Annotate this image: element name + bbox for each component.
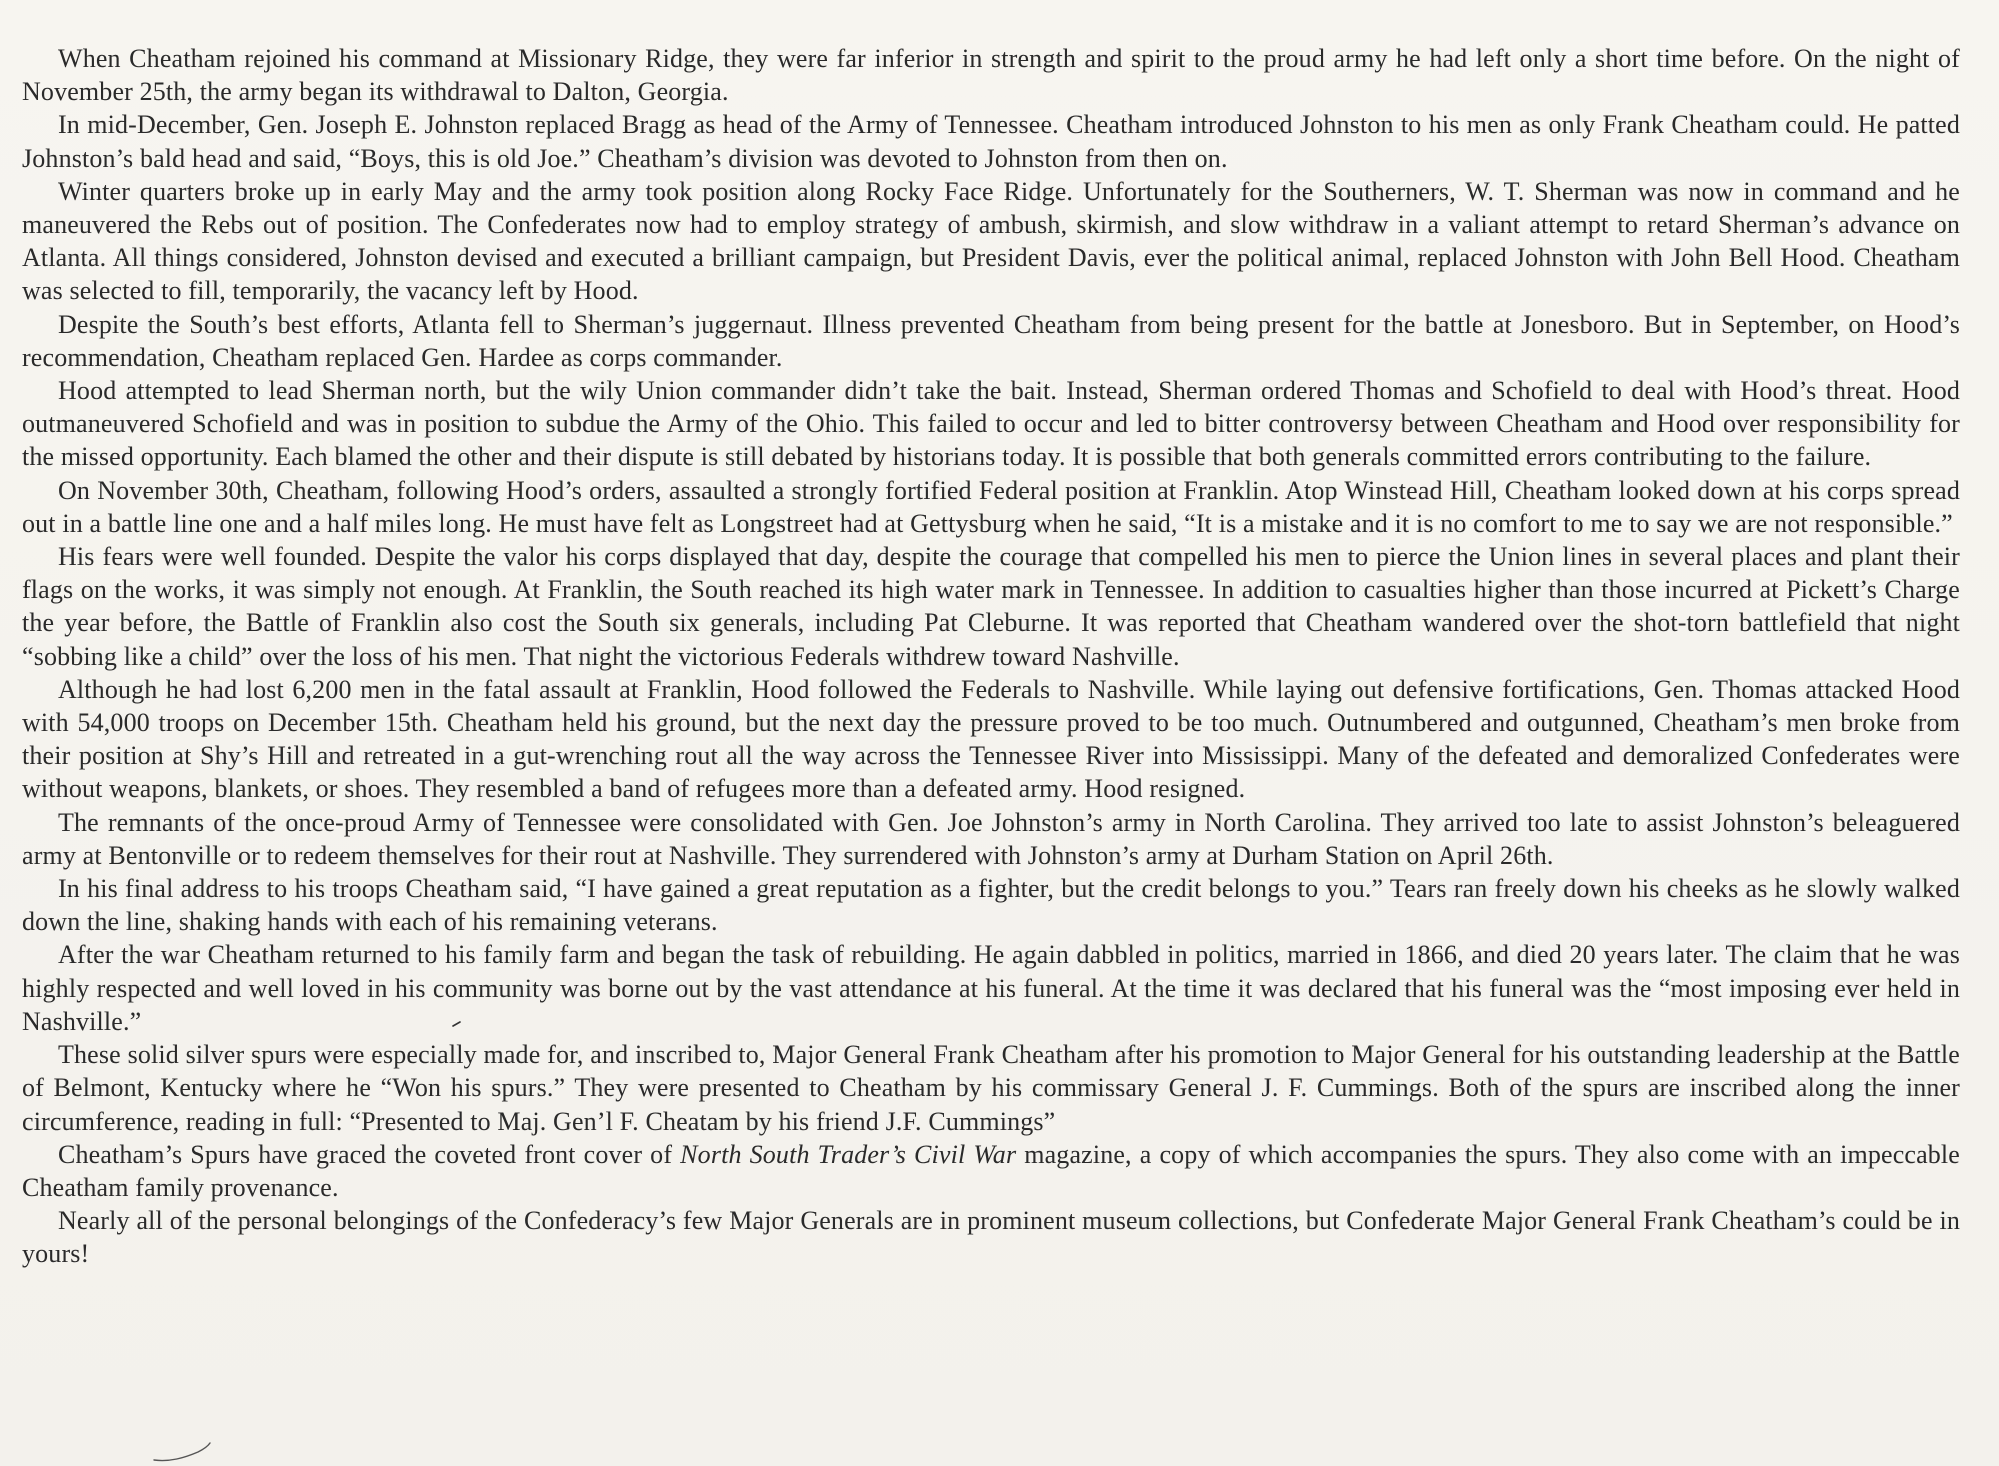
paragraph-atlanta-falls: Despite the South’s best efforts, Atlanta fell to Sherman’s juggernaut. Illness prevented Cheatham from being present for the battle at Jonesboro. But in September, on Hood’s recommendation, Cheatham replaced Gen. Hardee as corps commander. xyxy=(22,309,1960,372)
paragraph-surrender: The remnants of the once-proud Army of Tennessee were consolidated with Gen. Joe Johnston’s army in North Carolina. They arrived too late to assist Johnston’s beleaguered army at Bentonville or to redeem themselves for their rout at Nashville. They surrendered with Johnston’s army at Durham Station on April 26th. xyxy=(22,807,1960,870)
paragraph-closing: Nearly all of the personal belongings of the Confederacy’s few Major Generals are in prominent museum collections, but Confederate Major General Frank Cheatham’s could be in yours! xyxy=(22,1206,1960,1269)
paragraph-high-water-mark: His fears were well founded. Despite the valor his corps displayed that day, despite the courage that compelled his men to pierce the Union lines in several places and plant their flags on the works, it was simply not enough. At Franklin, the South reached its high water mark in Tennessee. In addition to casualties higher than those incurred at Pickett’s Charge the year before, the Battle of Franklin also cost the South six generals, including Pat Cleburne. It was reported that Cheatham wandered over the shot-torn battlefield that night “sobbing like a child” over the loss of his men. That night the victorious Federals withdrew toward Nashville. xyxy=(22,542,1960,671)
paragraph-missionary-ridge: When Cheatham rejoined his command at Missionary Ridge, they were far inferior in strength and spirit to the proud army he had left only a short time before. On the night of November 25th, the army began its withdrawal to Dalton, Georgia. xyxy=(22,44,1960,107)
paragraph-final-address: In his final address to his troops Cheatham said, “I have gained a great reputation as a fighter, but the credit belongs to you.” Tears ran freely down his cheeks as he slowly walked down the line, shaking hands with each of his remaining veterans. xyxy=(22,874,1960,937)
stray-pen-tick xyxy=(452,1021,462,1027)
paragraph-after-the-war: After the war Cheatham returned to his family farm and began the task of rebuilding. He again dabbled in politics, married in 1866, and died 20 years later. The claim that he was highly respected and well loved in his community was borne out by the vast attendance at his funeral. At the time it was declared that his funeral was the “most imposing ever held in Nashville.” xyxy=(22,940,1960,1036)
paragraph-hood-schofield: Hood attempted to lead Sherman north, but the wily Union commander didn’t take the bait. Instead, Sherman ordered Thomas and Schofield to deal with Hood’s threat. Hood outmaneuvered Schofield and was in position to subdue the Army of the Ohio. This failed to occur and led to bitter controversy between Cheatham and Hood over responsibility for the missed opportunity. Each blamed the other and their dispute is still debated by historians today. It is possible that both generals committed errors contributing to the failure. xyxy=(22,376,1960,472)
pen-underline-mark xyxy=(150,1440,220,1464)
magazine-title: North South Trader’s Civil War xyxy=(680,1139,1017,1169)
magazine-text-before: Cheatham’s Spurs have graced the coveted front cover of xyxy=(58,1139,681,1169)
paragraph-silver-spurs: These solid silver spurs were especially made for, and inscribed to, Major General Frank Cheatham after his promotion to Major General for his outstanding leadership at the Battle of Belmont, Kentucky where he “Won his spurs.” They were presented to Cheatham by his commissary General J. F. Cummings. Both of the spurs are inscribed along the inner circumference, reading in full: “Presented to Maj. Gen’l F. Cheatam by his friend J.F. Cummings” xyxy=(22,1040,1960,1136)
paragraph-magazine-cover xyxy=(22,1138,1960,1204)
document-body xyxy=(22,42,1960,1271)
paragraph-johnston-replaces-bragg: In mid-December, Gen. Joseph E. Johnston replaced Bragg as head of the Army of Tennessee. Cheatham introduced Johnston to his men as only Frank Cheatham could. He patted Johnston’s bald head and said, “Boys, this is old Joe.” Cheatham’s division was devoted to Johnston from then on. xyxy=(22,110,1960,173)
paragraph-franklin-assault: On November 30th, Cheatham, following Hood’s orders, assaulted a strongly fortified Federal position at Franklin. Atop Winstead Hill, Cheatham looked down at his corps spread out in a battle line one and a half miles long. He must have felt as Longstreet had at Gettysburg when he said, “It is a mistake and it is no comfort to me to say we are not responsible.” xyxy=(22,475,1960,538)
paragraph-nashville-rout: Although he had lost 6,200 men in the fatal assault at Franklin, Hood followed the Federals to Nashville. While laying out defensive fortifications, Gen. Thomas attacked Hood with 54,000 troops on December 15th. Cheatham held his ground, but the next day the pressure proved to be too much. Outnumbered and outgunned, Cheatham’s men broke from their position at Shy’s Hill and retreated in a gut-wrenching rout all the way across the Tennessee River into Mississippi. Many of the defeated and demoralized Confederates were without weapons, blankets, or shoes. They resembled a band of refugees more than a defeated army. Hood resigned. xyxy=(22,674,1960,804)
magazine-text-after: magazine, a copy of which accompanies the spurs. They also come with an impeccable Cheatham family provenance. xyxy=(22,1139,1960,1202)
paragraph-rocky-face-ridge: Winter quarters broke up in early May and the army took position along Rocky Face Ridge. Unfortunately for the Southerners, W. T. Sherman was now in command and he maneuvered the Rebs out of position. The Confederates now had to employ strategy of ambush, skirmish, and slow withdraw in a valiant attempt to retard Sherman’s advance on Atlanta. All things considered, Johnston devised and executed a brilliant campaign, but President Davis, ever the political animal, replaced Johnston with John Bell Hood. Cheatham was selected to fill, temporarily, the vacancy left by Hood. xyxy=(22,176,1960,306)
